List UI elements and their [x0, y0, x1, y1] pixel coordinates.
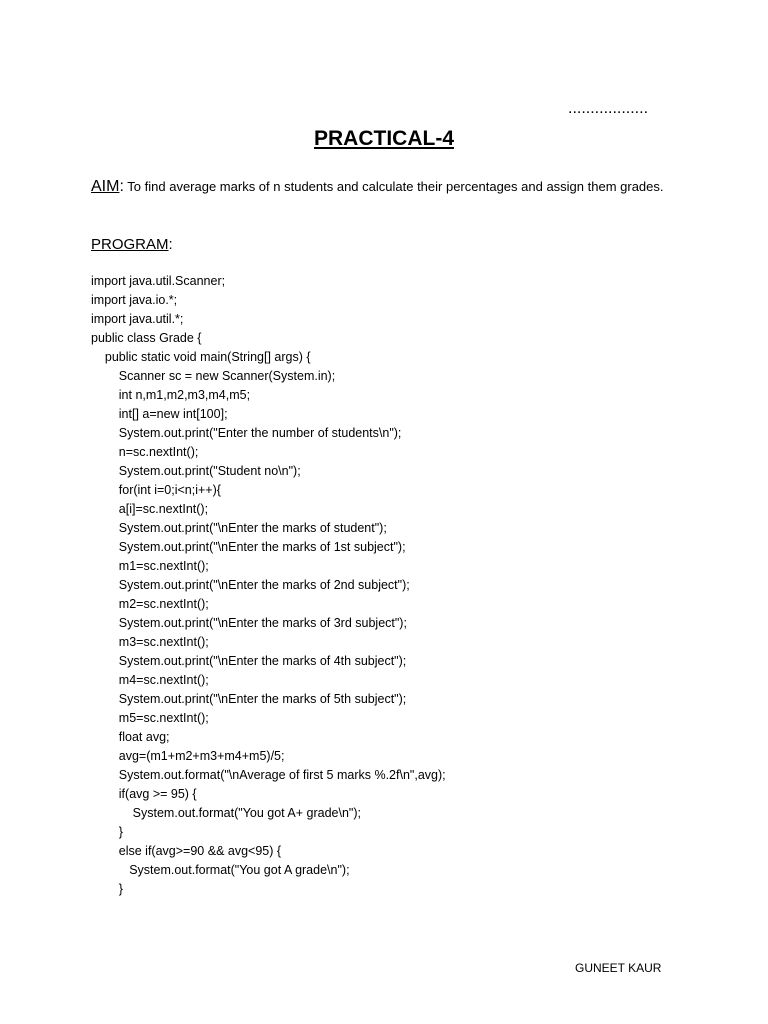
- program-heading: [91, 236, 173, 253]
- program-colon: :: [168, 236, 173, 253]
- code-line: if(avg >= 95) {: [91, 787, 197, 801]
- code-line: int n,m1,m2,m3,m4,m5;: [91, 388, 251, 402]
- code-line: a[i]=sc.nextInt();: [91, 502, 209, 516]
- code-line: m3=sc.nextInt();: [91, 635, 209, 649]
- code-line: int[] a=new int[100];: [91, 407, 228, 421]
- code-line: m1=sc.nextInt();: [91, 559, 209, 573]
- aim-section: [91, 175, 671, 199]
- program-label: PROGRAM: [91, 236, 169, 253]
- code-line: import java.util.*;: [91, 312, 184, 326]
- code-line: public static void main(String[] args) {: [91, 350, 311, 364]
- code-line: float avg;: [91, 730, 170, 744]
- code-line: m5=sc.nextInt();: [91, 711, 209, 725]
- code-line: }: [91, 882, 123, 896]
- code-line: System.out.print("\nEnter the marks of 3rd subject");: [91, 616, 407, 630]
- code-line: m4=sc.nextInt();: [91, 673, 209, 687]
- code-line: System.out.format("\nAverage of first 5 marks %.2f\n",avg);: [91, 768, 446, 782]
- code-line: System.out.print("\nEnter the marks of 5th subject");: [91, 692, 407, 706]
- code-line: System.out.print("Student no\n");: [91, 464, 301, 478]
- page-title: PRACTICAL-4: [314, 127, 454, 150]
- code-line: Scanner sc = new Scanner(System.in);: [91, 369, 336, 383]
- code-line: import java.util.Scanner;: [91, 274, 226, 288]
- aim-text: To find average marks of n students and calculate their percentages and assign them grades.: [127, 179, 664, 194]
- header-dots: ..................: [568, 100, 649, 117]
- code-line: m2=sc.nextInt();: [91, 597, 209, 611]
- code-line: System.out.print("Enter the number of students\n");: [91, 426, 402, 440]
- code-line: System.out.print("\nEnter the marks of student");: [91, 521, 387, 535]
- code-line: }: [91, 825, 123, 839]
- code-line: System.out.format("You got A+ grade\n");: [91, 806, 362, 820]
- code-line: public class Grade {: [91, 331, 202, 345]
- code-line: avg=(m1+m2+m3+m4+m5)/5;: [91, 749, 285, 763]
- code-line: System.out.print("\nEnter the marks of 1st subject");: [91, 540, 406, 554]
- code-line: System.out.print("\nEnter the marks of 4th subject");: [91, 654, 407, 668]
- code-line: n=sc.nextInt();: [91, 445, 199, 459]
- code-line: import java.io.*;: [91, 293, 178, 307]
- code-line: System.out.print("\nEnter the marks of 2nd subject");: [91, 578, 410, 592]
- code-line: System.out.format("You got A grade\n");: [91, 863, 350, 877]
- code-block: [91, 272, 446, 899]
- code-line: for(int i=0;i<n;i++){: [91, 483, 221, 497]
- aim-label: AIM: [91, 178, 120, 195]
- author-name: GUNEET KAUR: [575, 961, 662, 975]
- code-line: else if(avg>=90 && avg<95) {: [91, 844, 282, 858]
- aim-colon: :: [119, 178, 124, 195]
